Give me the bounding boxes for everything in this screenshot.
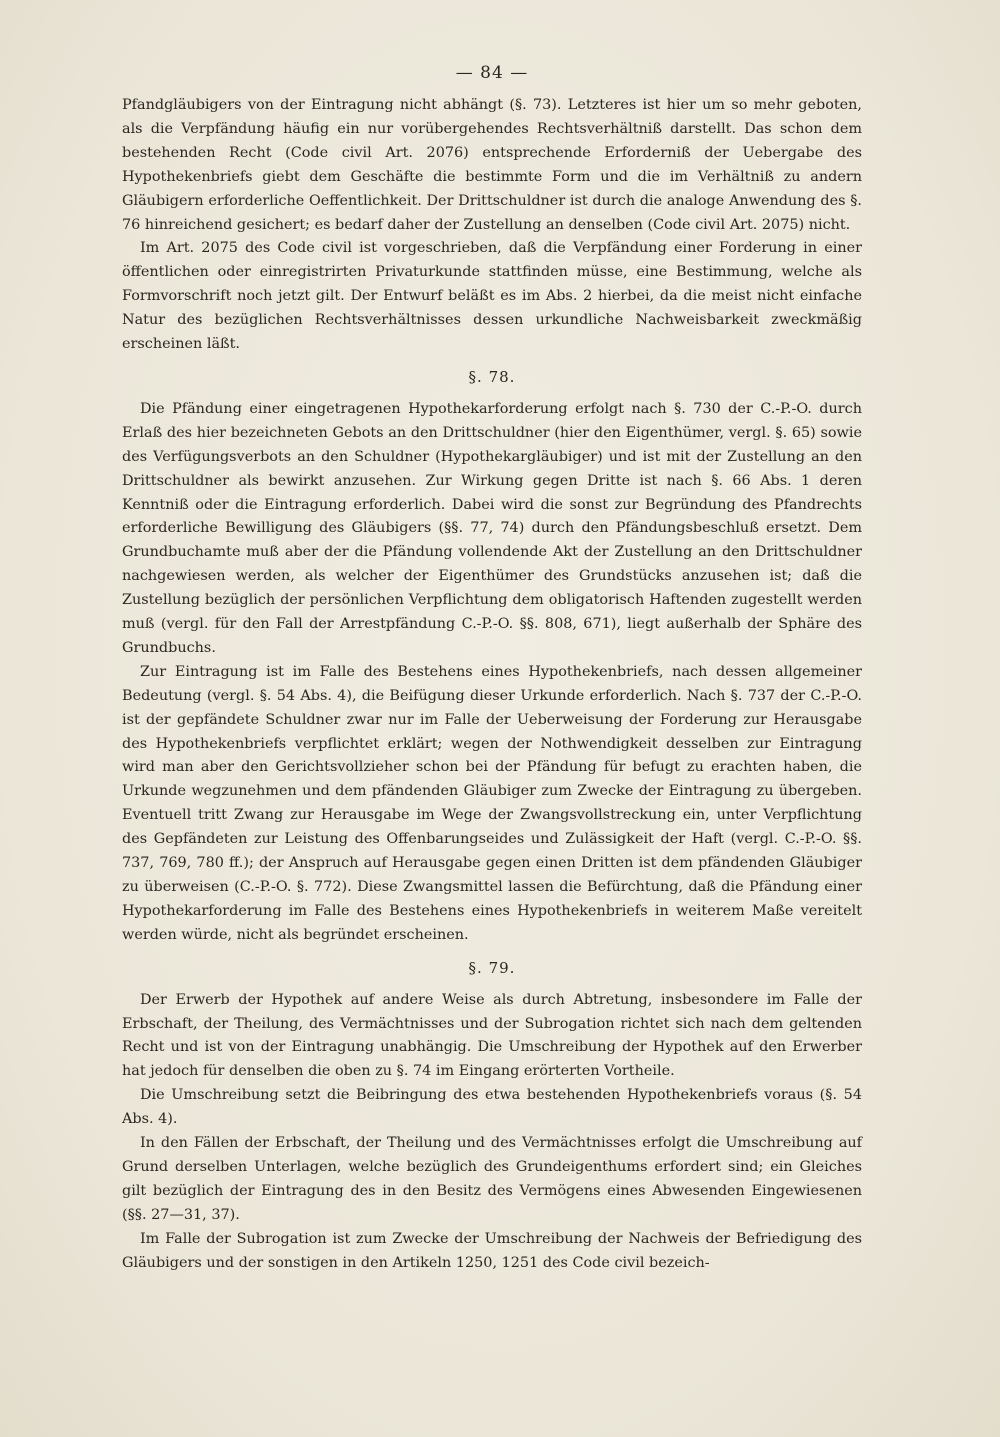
paragraph: In den Fällen der Erbschaft, der Theilung und des Vermächtnisses erfolgt die Umschreibung auf Grund derselben Unterlagen, welche bezüglich des Grundeigenthums erfordert sind; ein Gleiches gilt bezüglich der Eintragung des in den Besitz des Vermögens eines Abwesenden Eingewiesenen (§§. 27—31, 37). — [122, 1135, 862, 1223]
paragraph: Im Art. 2075 des Code civil ist vorgeschrieben, daß die Verpfändung einer Forderung in einer öffentlichen oder einregistrirten Privaturkunde stattfinden müsse, eine Bestimmung, welche als Formvorschrift noch jetzt gilt. Der Entwurf beläßt es im Abs. 2 hierbei, da die meist nicht einfache Natur des bezüglichen Rechtsverhältnisses dessen urkundliche Nachweisbarkeit zweckmäßig erscheinen läßt. — [122, 240, 862, 353]
paragraph: Die Pfändung einer eingetragenen Hypothekarforderung erfolgt nach §. 730 der C.-P.-O. durch Erlaß des hier bezeichneten Gebots an den Drittschuldner (hier den Eigenthümer, vergl. §. 65) sowie des Verfügungsverbots an den Schuldner (Hypothekargläubiger) und ist mit der Zustellung an den Drittschuldner als bewirkt anzusehen. Zur Wirkung gegen Dritte ist nach §. 66 Abs. 1 deren Kenntniß oder die Eintragung erforderlich. Dabei wird die sonst zur Begründung des Pfandrechts erforderliche Bewilligung des Gläubigers (§§. 77, 74) durch den Pfändungsbeschluß ersetzt. Dem Grundbuchamte muß aber der die Pfändung vollendende Akt der Zustellung an den Drittschuldner nachgewiesen werden, als welcher der Eigenthümer des Grundstücks anzusehen ist; daß die Zustellung bezüglich der persönlichen Verpflichtung dem obligatorisch Haftenden zugestellt werden muß (vergl. für den Fall der Arrestpfändung C.-P.-O. §§. 808, 671), liegt außerhalb der Sphäre des Grundbuchs. — [122, 400, 862, 656]
section-heading-78: §. 78. — [468, 367, 516, 386]
paragraph: Die Umschreibung setzt die Beibringung des etwa bestehenden Hypothekenbriefs voraus (§. 54 Abs. 4). — [122, 1087, 862, 1128]
section-heading-79: §. 79. — [468, 958, 516, 977]
paragraph: Im Falle der Subrogation ist zum Zwecke der Umschreibung der Nachweis der Befriedigung des Gläubigers und der sonstigen in den Artikeln 1250, 1251 des Code civil bezeich- — [122, 1230, 862, 1271]
paragraph: Pfandgläubigers von der Eintragung nicht abhängt (§. 73). Letzteres ist hier um so mehr geboten, als die Verpfändung häufig ein nur vorübergehendes Rechtsverhältniß darstellt. Das schon dem bestehenden Recht (Code civil Art. 2076) entsprechende Erforderniß der Uebergabe des Hypothekenbriefs giebt dem Geschäfte die bestimmte Form und die im Verhältniß zu andern Gläubigern erforderliche Oeffentlichkeit. Der Drittschuldner ist durch die analoge Anwendung des §. 76 hinreichend gesichert; es bedarf daher der Zustellung an denselben (Code civil Art. 2075) nicht. — [122, 97, 862, 233]
page-number: — 84 — — [455, 63, 529, 83]
document-body — [122, 58, 862, 1276]
paragraph: Der Erwerb der Hypothek auf andere Weise als durch Abtretung, insbesondere im Falle der Erbschaft, der Theilung, des Vermächtnisses und der Subrogation richtet sich nach dem geltenden Recht und ist von der Eintragung unabhängig. Die Umschreibung der Hypothek auf den Erwerber hat jedoch für denselben die oben zu §. 74 im Eingang erörterten Vortheile. — [122, 991, 862, 1080]
paragraph: Zur Eintragung ist im Falle des Bestehens eines Hypothekenbriefs, nach dessen allgemeiner Bedeutung (vergl. §. 54 Abs. 4), die Beifügung dieser Urkunde erforderlich. Nach §. 737 der C.-P.-O. ist der gepfändete Schuldner zwar nur im Falle der Ueberweisung der Forderung zur Herausgabe des Hypothekenbriefs verpflichtet erklärt; wegen der Nothwendigkeit desselben zur Eintragung wird man aber den Gerichtsvollzieher schon bei der Pfändung für befugt zu erachten haben, die Urkunde wegzunehmen und dem pfändenden Gläubiger zum Zwecke der Eintragung zu übergeben. Eventuell tritt Zwang zur Herausgabe im Wege der Zwangsvollstreckung ein, unter Verpflichtung des Gepfändeten zur Leistung des Offenbarungseides und Zulässigkeit der Haft (vergl. C.-P.-O. §§. 737, 769, 780 ff.); der Anspruch auf Herausgabe gegen einen Dritten ist dem pfändenden Gläubiger zu überweisen (C.-P.-O. §. 772). Diese Zwangsmittel lassen die Befürchtung, daß die Pfändung einer Hypothekarforderung im Falle des Bestehens eines Hypothekenbriefs in weiterem Maße vereitelt werden würde, nicht als begründet erscheinen. — [122, 663, 862, 943]
